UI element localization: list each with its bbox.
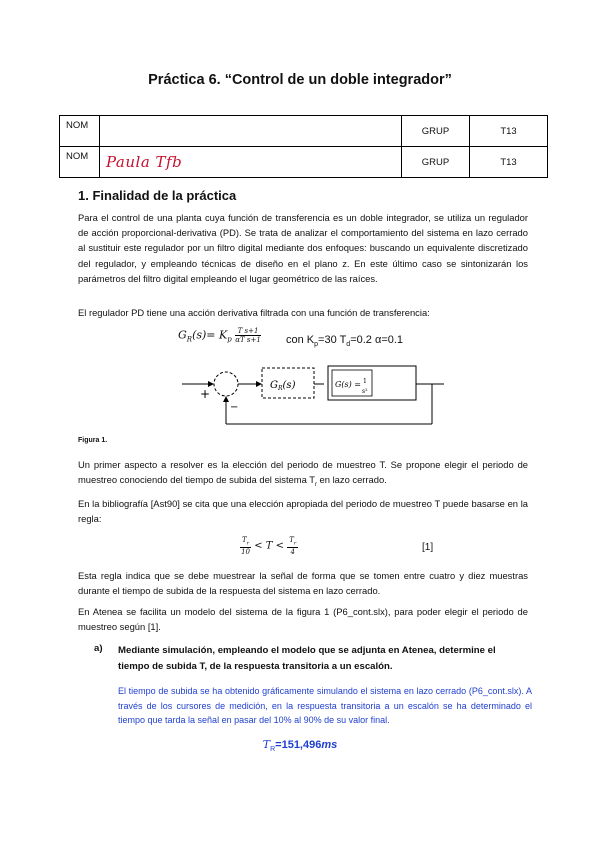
paragraph-atenea: En Atenea se facilita un modelo del sistema de la figura 1 (P6_cont.slx), para poder elegir el periodo de muestreo según [1]. (78, 606, 528, 633)
grup-value: T13 (470, 147, 548, 178)
plus-sign: + (200, 387, 211, 401)
plant-label: G(s) = (335, 380, 361, 389)
page-title: Práctica 6. “Control de un doble integrador” (148, 72, 452, 88)
paragraph-rule-explanation: Esta regla indica que se debe muestrear la señal de forma que se tomen entre cuatro y diez muestras durante el tiempo de subida de la respuesta del sistema en lazo cerrado. (78, 570, 528, 597)
transfer-function-equation: $G_R(s)= K_p$ $\frac{\text{T s+1}}{\text{αT s+1}}$ (178, 327, 261, 344)
equation-number: [1] (422, 542, 434, 553)
paragraph-regulator: El regulador PD tiene una acción derivativa filtrada con una función de transferencia: (78, 307, 430, 318)
block-diagram (170, 358, 450, 430)
svg-text:1: 1 (363, 378, 367, 385)
rise-time-result: $T_R=151,496ms$ (262, 738, 338, 754)
section-heading: 1. Finalidad de la práctica (78, 188, 237, 203)
summing-junction (214, 372, 238, 396)
nom-value-field[interactable] (100, 116, 402, 147)
regulator-label: $G_R(s)$ (270, 380, 296, 392)
table-row (60, 147, 548, 178)
nom-value-field[interactable] (100, 147, 402, 178)
arrow-icon (223, 396, 229, 402)
svg-text:s²: s² (362, 388, 368, 395)
student-info-table (59, 115, 548, 178)
arrow-icon (256, 381, 262, 387)
answer-text: El tiempo de subida se ha obtenido gráficamente simulando el sistema en lazo cerrado (P6_cont.slx). A través de los cursores de medición, en la respuesta transitoria a un escalón se ha determinado el tiempo que tarda la señal en pasar del 10% al 90% de su valor final. (118, 686, 532, 725)
nom-label: NOM (60, 147, 100, 178)
question-text: Mediante simulación, empleando el modelo que se adjunta en Atenea, determine el tiempo de subida T, de la respuesta transitoria a un escalón. (118, 645, 496, 672)
paragraph-bibliography: En la bibliografía [Ast90] se cita que una elección apropiada del periodo de muestreo T puede basarse en la regla: (78, 498, 528, 525)
handwritten-signature: Paula Tfb (106, 153, 183, 171)
grup-label: GRUP (402, 116, 470, 147)
figure-caption: Figura 1. (78, 437, 108, 444)
paragraph-sampling: Un primer aspecto a resolver es la elección del periodo de muestreo T. Se propone elegir el periodo de muestreo conociendo del tiempo de subida del sistema $T_r$ en lazo cerrado. (78, 459, 528, 489)
controller-parameters: con $K_p=30$ $T_d=0.2$ α=0.1 (286, 334, 404, 349)
paragraph-intro: Para el control de una planta cuya función de transferencia es un doble integrador, se utiliza un regulador de acción proporcional-derivativa (PD). Se trata de analizar el comportamiento del sistema en lazo cerrado al sustituir este regulador por un filtro digital mediante dos enfoques: buscando un equivalente discretizado del regulador, y empleando técnicas de diseño en el plano z. En este último caso se sintonizarán los parámetros del filtro digital empleando el lugar geométrico de las raíces. (78, 212, 528, 284)
sampling-rule-equation: $\frac{T_r}{10} < T$ < $\frac{T_r}{4}$ (241, 536, 297, 557)
minus-sign: − (230, 402, 239, 413)
grup-value: T13 (470, 116, 548, 147)
question-label: a) (94, 643, 103, 654)
nom-label: NOM (60, 116, 100, 147)
grup-label: GRUP (402, 147, 470, 178)
table-row (60, 116, 548, 147)
